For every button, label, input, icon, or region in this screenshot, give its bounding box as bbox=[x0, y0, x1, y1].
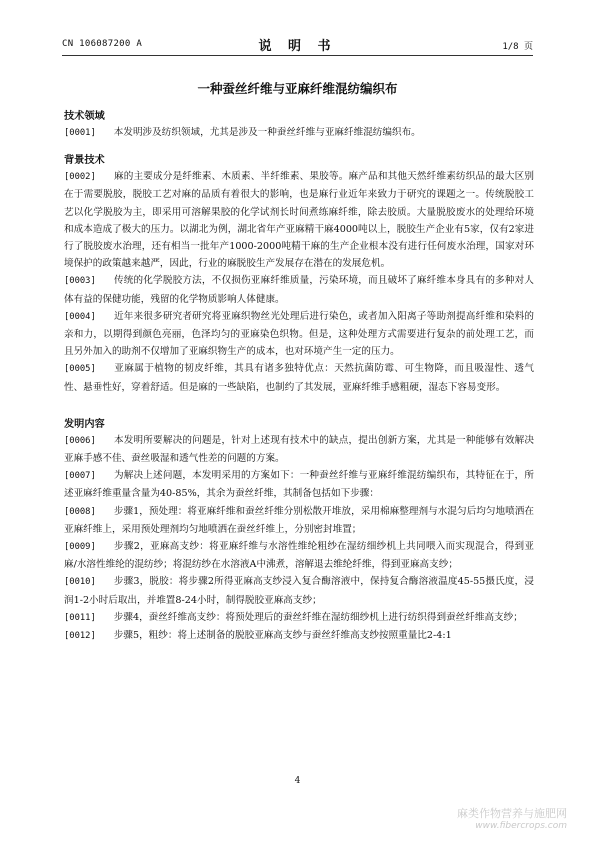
header-divider bbox=[62, 55, 533, 56]
page-number: 4 bbox=[294, 776, 301, 786]
paragraph-text: 步骤2，亚麻高支纱：将亚麻纤维与水溶性维纶粗纱在湿纺细纱机上共同喂入而实现混合，得到亚麻/水溶性维纶的混纺纱；将混纺纱在水溶液A中沸煮，溶解退去维纶纤维，得到亚麻高支纱； bbox=[64, 541, 534, 571]
paragraph-text: 步骤4，蚕丝纤维高支纱：将预处理后的蚕丝纤维在湿纺细纱机上进行纺织得到蚕丝纤维高支纱； bbox=[113, 611, 523, 623]
paragraph-number: [0009] bbox=[64, 542, 96, 553]
section-heading-technical-field: 技术领域 bbox=[64, 110, 105, 122]
paragraph-number: [0003] bbox=[64, 276, 96, 287]
paragraph-text: 本发明涉及纺织领域，尤其是涉及一种蚕丝纤维与亚麻纤维混纺编织布。 bbox=[113, 127, 421, 138]
paragraph-text: 麻的主要成分是纤维素、木质素、半纤维素、果胶等。麻产品和其他天然纤维素纺织品的最大区别在于需要脱胶，脱胶工艺对麻的品质有着很大的影响，也是麻行业近年来致力于研究的课题之一。传统脱胶工艺以化学脱胶为主，即采用可溶解果胶的化学试剂长时间煮练麻纤维，除去胶质。大量脱胶废水的处理给环境和成本造成了极大的压力。以湖北为例，湖北省年产亚麻精干麻4000吨以上，脱胶生产企业有5家，仅有2家进行了脱胶废水治理，还有相当一批年产1000-2000吨精干麻的生产企业根本没有进行任何废水治理，国家对环境保护的政策越来越严，因此，行业的麻脱胶生产发展存在潜在的发展危机。 bbox=[64, 171, 534, 270]
document-type-heading: 说 明 书 bbox=[258, 39, 337, 54]
paragraph-number: [0006] bbox=[64, 435, 96, 446]
paragraph-text: 亚麻属于植物的韧皮纤维，其具有诸多独特优点：天然抗菌防霉、可生物降，而且吸湿性、透气性、悬垂性好，穿着舒适。但是麻的一些缺陷，也制约了其发展，亚麻纤维手感粗硬，湿态下容易变形。 bbox=[64, 363, 534, 393]
page-indicator: 1/8 页 bbox=[502, 42, 533, 52]
paragraph-number: [0008] bbox=[64, 506, 96, 517]
section-heading-summary: 发明内容 bbox=[64, 417, 105, 430]
paragraph-number: [0010] bbox=[64, 577, 96, 588]
paragraph-0008 bbox=[64, 503, 534, 538]
paragraph-number: [0011] bbox=[64, 612, 96, 623]
paragraph-text: 步骤1，预处理：将亚麻纤维和蚕丝纤维分别松散开堆放，采用棉麻整理剂与水混匀后均匀地喷洒在亚麻纤维上，采用预处理剂均匀地喷洒在蚕丝纤维上，分别密封堆置； bbox=[64, 505, 534, 535]
paragraph-number: [0001] bbox=[64, 128, 96, 138]
paragraph-number: [0002] bbox=[64, 172, 96, 183]
paragraph-text: 为解决上述问题，本发明采用的方案如下：一种蚕丝纤维与亚麻纤维混纺编织布，其特征在于，所述亚麻纤维重量含量为40-85%，其余为蚕丝纤维，其制备包括如下步骤： bbox=[64, 470, 534, 500]
watermark-site-name: 麻类作物营养与施肥网 bbox=[457, 807, 567, 820]
watermark bbox=[457, 805, 567, 831]
document-number: CN 106087200 A bbox=[62, 39, 143, 49]
section-heading-background: 背景技术 bbox=[64, 154, 105, 167]
paragraph-0002 bbox=[64, 168, 534, 272]
paragraph-number: [0004] bbox=[64, 311, 96, 322]
paragraph-number: [0012] bbox=[64, 631, 96, 642]
paragraph-0003 bbox=[64, 272, 534, 307]
paragraph-0005 bbox=[64, 360, 534, 395]
paragraph-0012 bbox=[64, 627, 534, 645]
paragraph-text: 近年来很多研究者研究将亚麻织物丝光处理后进行染色，或者加入阳离子等助剂提高纤维和染料的亲和力，以期得到颜色亮丽，色泽均匀的亚麻染色织物。但是，这种处理方式需要进行复杂的前处理工艺，而且另外加入的助剂不仅增加了亚麻织物生产的成本，也对环境产生一定的压力。 bbox=[64, 310, 534, 358]
paragraph-number: [0005] bbox=[64, 364, 96, 375]
document-body bbox=[64, 108, 534, 645]
paragraph-text: 步骤5，粗纱：将上述制备的脱胶亚麻高支纱与蚕丝纤维高支纱按照重量比2-4:1 bbox=[113, 630, 452, 642]
paragraph-0001 bbox=[64, 124, 534, 142]
paragraph-text: 本发明所要解决的问题是，针对上述现有技术中的缺点，提出创新方案，尤其是一种能够有效解决亚麻手感不佳、蚕丝吸湿和透气性差的问题的方案。 bbox=[64, 434, 534, 465]
paragraph-0010 bbox=[64, 573, 534, 608]
paragraph-0006 bbox=[64, 432, 534, 467]
paragraph-number: [0007] bbox=[64, 471, 96, 482]
paragraph-text: 步骤3，脱胶：将步骤2所得亚麻高支纱浸入复合酶溶液中，保持复合酶溶液温度45-55摄氏度，浸润1-2小时后取出，并堆置8-24小时，制得脱胶亚麻高支纱； bbox=[64, 576, 534, 606]
paragraph-0009 bbox=[64, 538, 534, 573]
paragraph-0004 bbox=[64, 308, 534, 361]
paragraph-0007 bbox=[64, 467, 534, 502]
paragraph-0011 bbox=[64, 609, 534, 627]
document-title: 一种蚕丝纤维与亚麻纤维混纺编织布 bbox=[197, 81, 398, 96]
watermark-url: www.fibercrops.com bbox=[475, 821, 567, 831]
paragraph-text: 传统的化学脱胶方法，不仅损伤亚麻纤维质量，污染环境，而且破坏了麻纤维本身具有的多种对人体有益的保健功能，残留的化学物质影响人体健康。 bbox=[64, 275, 534, 305]
